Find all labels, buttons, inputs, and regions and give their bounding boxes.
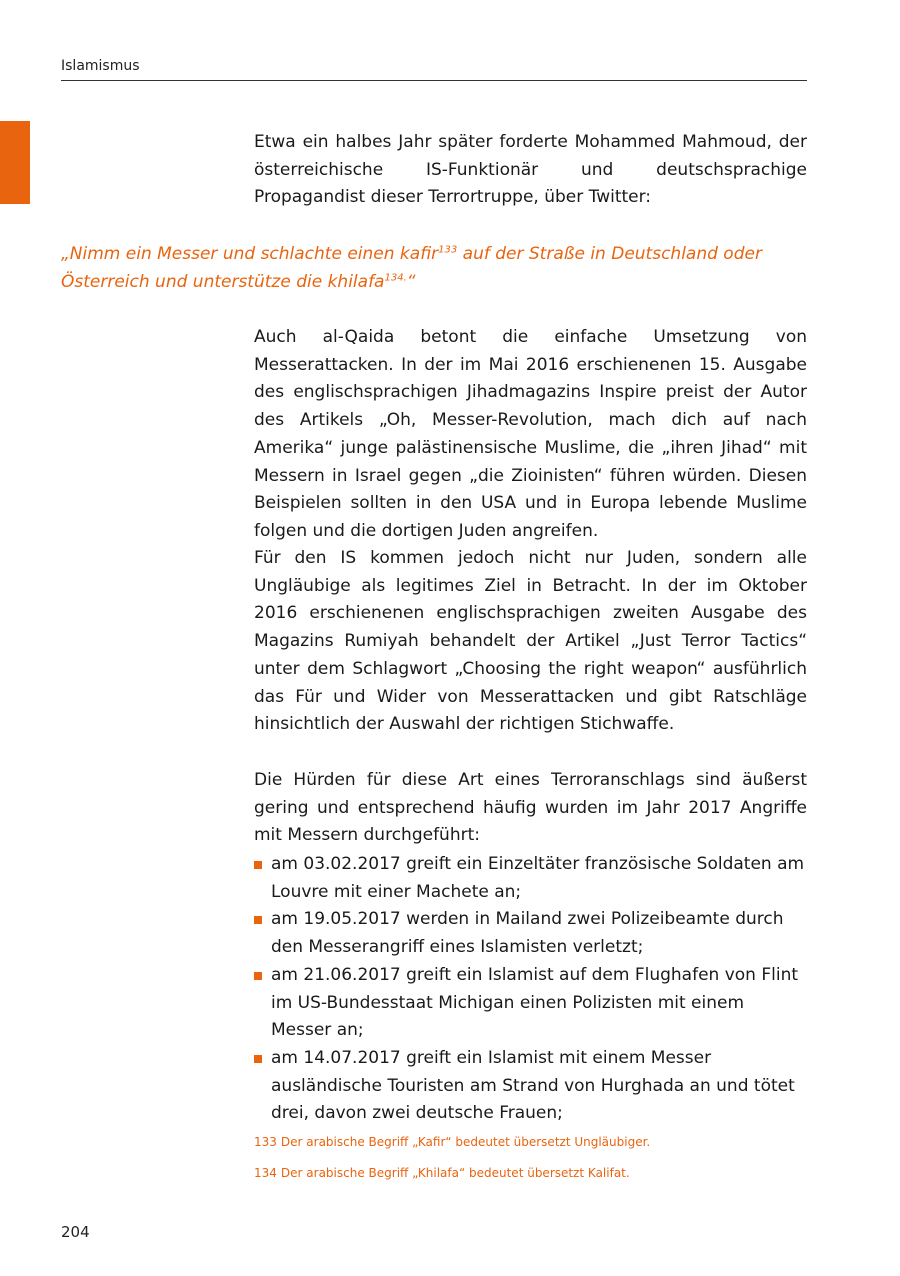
header-divider <box>61 80 807 81</box>
paragraph-intro: Etwa ein halbes Jahr später forderte Mohammed Mahmoud, der österreichische IS-Funktionär und deutschsprachige Propagandist dieser Terrortruppe, über Twitter: <box>254 132 807 208</box>
square-bullet-icon <box>254 916 262 924</box>
quote-text-end: “ <box>406 272 416 292</box>
list-item <box>254 906 807 961</box>
footnote-ref-134: 134. <box>384 272 407 284</box>
square-bullet-icon <box>254 861 262 869</box>
footnote-133 <box>254 1135 807 1149</box>
paragraph-rumiyah: Für den IS kommen jedoch nicht nur Juden, sondern alle Ungläubige als legitimes Ziel in Betracht. In der im Oktober 2016 erschienenen englischsprachigen zweiten Ausgabe des Magazins Rumiyah behandelt der Artikel „Just Terror Tactics“ unter dem Schlagwort „Choosing the right weapon“ ausführlich das Für und Wider von Messerattacken und gibt Ratschläge hinsichtlich der Auswahl der richtigen Stichwaffe. <box>254 548 807 735</box>
footnote-text: Der arabische Begriff „Kafir“ bedeutet übersetzt Ungläubiger. <box>280 1135 651 1149</box>
footnote-text: Der arabische Begriff „Khilafa“ bedeutet übersetzt Kalifat. <box>280 1166 630 1180</box>
chapter-marker-tab <box>0 121 30 204</box>
quote-text-middle: auf der Straße in Deutschland oder Österreich und unterstütze die khilafa <box>61 244 762 292</box>
paragraph-al-qaida: Auch al-Qaida betont die einfache Umsetzung von Messerattacken. In der im Mai 2016 erschienenen 15. Ausgabe des englischsprachigen Jihadmagazins Inspire preist der Autor des Artikels „Oh, Messer-Revolution, mach dich auf nach Amerika“ junge palästinensische Muslime, die „ihren Jihad“ mit Messern in Israel gegen „die Zioinisten“ führen würden. Diesen Beispielen sollten in den USA und in Europa lebende Muslime folgen und die dortigen Juden angreifen. <box>254 327 807 541</box>
square-bullet-icon <box>254 1055 262 1063</box>
list-item-text: am 14.07.2017 greift ein Islamist mit einem Messer ausländische Touristen am Strand von Hurghada an und tötet drei, davon zwei deutsche Frauen; <box>271 1047 795 1124</box>
list-item <box>254 1045 807 1128</box>
footnote-ref-133: 133 <box>438 244 458 256</box>
list-item-text: am 03.02.2017 greift ein Einzeltäter französische Soldaten am Louvre mit einer Machete an; <box>271 854 805 902</box>
footnote-134 <box>254 1166 807 1180</box>
footnote-number: 133 <box>254 1135 277 1149</box>
quote-block <box>61 240 807 296</box>
list-item <box>254 851 807 906</box>
paragraph-attacks-intro: Die Hürden für diese Art eines Terroranschlags sind äußerst gering und entsprechend häufig wurden im Jahr 2017 Angriffe mit Messern durchgeführt: <box>254 770 807 846</box>
footnote-number: 134 <box>254 1166 277 1180</box>
list-item-text: am 19.05.2017 werden in Mailand zwei Polizeibeamte durch den Messerangriff eines Islamisten verletzt; <box>271 909 784 958</box>
list-item-text: am 21.06.2017 greift ein Islamist auf dem Flughafen von Flint im US-Bundesstaat Michigan einen Polizisten mit einem Messer an; <box>271 964 799 1041</box>
quote-text-start: „Nimm ein Messer und schlachte einen kafir <box>61 244 439 264</box>
square-bullet-icon <box>254 972 262 980</box>
running-header-title: Islamismus <box>61 58 140 74</box>
page-number: 204 <box>61 1223 90 1241</box>
attack-list <box>254 851 807 1128</box>
list-item <box>254 962 807 1045</box>
